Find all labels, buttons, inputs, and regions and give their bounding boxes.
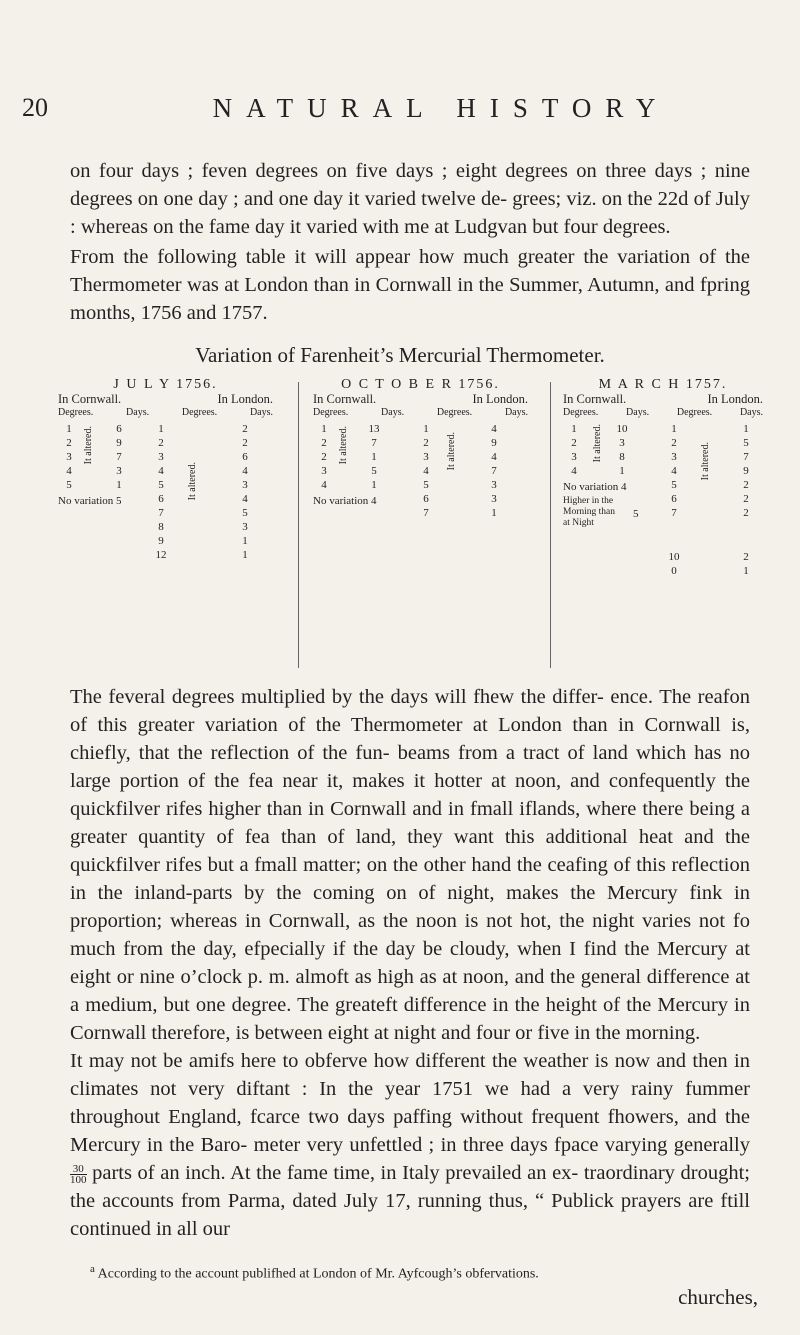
cell: 1 (242, 549, 248, 561)
cell: 1 (671, 423, 677, 435)
july-col-degrees-2: Degrees. (181, 407, 218, 418)
cell: 4 (66, 465, 72, 477)
cell: 3 (571, 451, 577, 463)
cell: 1 (158, 423, 164, 435)
cell: 3 (116, 465, 122, 477)
july-london-days (234, 422, 256, 562)
march-cornwall-note: No variation 4 (563, 481, 627, 493)
table-title: Variation of Farenheit’s Mercurial Thermometer. (195, 343, 605, 367)
october-london-degrees (415, 422, 437, 520)
cell: 4 (242, 493, 248, 505)
october-cornwall-days (363, 422, 385, 492)
cell: 7 (743, 451, 749, 463)
cell: 4 (571, 465, 577, 477)
july-cornwall-note: No variation 5 (58, 495, 122, 507)
cell: 5 (371, 465, 377, 477)
cell: 7 (671, 507, 677, 519)
cell: 10 (616, 423, 628, 435)
october-col-days-2: Days. (504, 407, 528, 418)
table-july (58, 378, 273, 648)
paragraph-4-text: It may not be amifs here to obferve how different the weather is now and then in climates not very diftant : In the year 1751 we had a very rainy fummer throughout England, fcarce two days paffing without frequent fhowers, and the Mercury in the Baro- meter very unfettled ; in three days fpace varying generally (70, 1050, 750, 1156)
paragraph-3-text: The feveral degrees multiplied by the days will fhew the differ- ence. The reafon of this greater variation of the Thermometer at London than in Cornwall is, chiefly, that the reflection of the fun- beams from a tract of land which has no large portion of the fea near it, makes it hotter at noon, and confequently the quickfilver rifes higher than in Cornwall and in fmall iflands, where there being a greater quantity of fea than of land, they want this additional heat and the quickfilver rifes but a fmall matter; on the other hand the ceafing of this reflection in the inland-parts by the coming on of night, makes the Mercury fink in proportion; whereas in Cornwall, as the noon is not hot, the night varies not fo much from the day, efpecially if the day be cloudy, when I find the Mercury at eight or nine o’clock p. m. almoft as high as at noon, and the general difference at a medium, but one degree. The greateft difference in the height of the Mercury in Cornwall therefore, is between eight at night and four or five in the morning. (70, 686, 750, 1044)
footnote-mark: a (90, 1263, 95, 1275)
table-divider (298, 382, 299, 668)
cell: 2 (242, 423, 248, 435)
running-title: NATURAL HISTORY (212, 93, 670, 123)
cell: 6 (242, 451, 248, 463)
march-cornwall-days (611, 422, 633, 478)
march-sub-london: In London. (707, 392, 763, 406)
cell: 9 (743, 465, 749, 477)
july-london-degrees (150, 422, 172, 562)
cell: 7 (491, 465, 497, 477)
cell: 6 (423, 493, 429, 505)
cell: 8 (158, 521, 164, 533)
cell: 2 (743, 493, 749, 505)
october-cornwall-altered: It altered. (338, 426, 349, 465)
march-london-altered: It altered. (700, 442, 711, 481)
march-note-line-3: at Night (563, 518, 594, 528)
october-london-altered: It altered. (446, 432, 457, 471)
cell: 2 (423, 437, 429, 449)
july-cornwall-days (108, 422, 130, 492)
cell: 1 (66, 423, 72, 435)
march-cornwall-degrees (563, 422, 585, 478)
july-sub-cornwall: In Cornwall. (58, 392, 122, 406)
table-october-title: O C T O B E R 1756. (341, 377, 500, 392)
cell: 1 (116, 479, 122, 491)
march-col-degrees: Degrees. (563, 407, 599, 418)
table-july-title: J U L Y 1756. (113, 377, 218, 392)
october-col-degrees: Degrees. (313, 407, 349, 418)
paragraph-3 (70, 683, 750, 1243)
cell: 3 (423, 451, 429, 463)
cell: 4 (491, 451, 497, 463)
footnote-text: According to the account publifhed at London of Mr. Ayfcough’s obfervations. (97, 1266, 539, 1282)
july-col-days: Days. (126, 407, 150, 418)
cell: 3 (321, 465, 327, 477)
paragraph-4b-text: parts of an inch. At the fame time, in Italy prevailed an ex- traordinary drought; the accounts from Parma, dated July 17, running thus, “ Publick prayers are ftill continued in all our (70, 1162, 750, 1240)
page-number: 20 (22, 93, 48, 122)
march-london-days (735, 422, 757, 578)
cell: 6 (116, 423, 122, 435)
cell: 1 (321, 423, 327, 435)
cell: 7 (423, 507, 429, 519)
cell: 7 (116, 451, 122, 463)
cell: 5 (423, 479, 429, 491)
october-col-degrees-2: Degrees. (436, 407, 473, 418)
cell: 4 (242, 465, 248, 477)
cell: 6 (158, 493, 164, 505)
cell: 9 (491, 437, 497, 449)
fraction (70, 1164, 87, 1185)
cell: 4 (423, 465, 429, 477)
cell: 3 (66, 451, 72, 463)
footnote (90, 1263, 750, 1283)
cell: 5 (158, 479, 164, 491)
cell: 2 (321, 451, 327, 463)
july-cornwall-degrees (58, 422, 80, 492)
cell: 10 (668, 551, 680, 563)
october-sub-london: In London. (472, 392, 528, 406)
march-london-degrees (663, 422, 685, 578)
fraction-numerator: 30 (70, 1164, 87, 1175)
march-note-line-2: Morning than (563, 507, 615, 517)
page-header (22, 93, 770, 133)
cell: 2 (743, 507, 749, 519)
cell: 7 (158, 507, 164, 519)
cell: 2 (321, 437, 327, 449)
cell: 9 (158, 535, 164, 547)
cell: 3 (491, 493, 497, 505)
october-cornwall-note: No variation 4 (313, 495, 377, 507)
cell: 2 (743, 479, 749, 491)
table-october (313, 378, 528, 648)
march-cornwall-note2-days: 5 (633, 508, 639, 520)
cell: 1 (242, 535, 248, 547)
cell: 8 (619, 451, 625, 463)
cell: 4 (491, 423, 497, 435)
march-note-line-1: Higher in the (563, 496, 614, 506)
cell: 1 (571, 423, 577, 435)
cell: 2 (66, 437, 72, 449)
catchword: churches, (678, 1285, 758, 1309)
cell: 3 (242, 521, 248, 533)
cell: 3 (491, 479, 497, 491)
cell: 3 (671, 451, 677, 463)
march-cornwall-altered: It altered. (592, 424, 603, 463)
july-col-days-2: Days. (249, 407, 273, 418)
july-sub-london: In London. (217, 392, 273, 406)
october-london-days (483, 422, 505, 520)
march-col-degrees-2: Degrees. (676, 407, 713, 418)
cell: 2 (571, 437, 577, 449)
spacer (663, 520, 685, 550)
paragraph-1: on four days ; feven degrees on five days ; eight degrees on three days ; nine degrees on one day ; and one day it varied twelve de- grees; viz. on the 22d of July : whereas on the fame day it varied with me at Ludgvan but four degrees. (70, 160, 750, 238)
spacer (735, 520, 757, 550)
cell: 1 (423, 423, 429, 435)
march-col-days: Days. (626, 407, 650, 418)
cell: 9 (116, 437, 122, 449)
october-cornwall-degrees (313, 422, 335, 492)
cell: 1 (371, 479, 377, 491)
table-divider (550, 382, 551, 668)
cell: 0 (671, 565, 677, 577)
cell: 5 (743, 437, 749, 449)
cell: 1 (491, 507, 497, 519)
march-sub-cornwall: In Cornwall. (563, 392, 627, 406)
march-cornwall-note2 (563, 496, 615, 529)
cell: 4 (671, 465, 677, 477)
cell: 7 (371, 437, 377, 449)
cell: 2 (242, 437, 248, 449)
cell: 5 (671, 479, 677, 491)
july-cornwall-altered: It altered. (83, 426, 94, 465)
cell: 1 (743, 423, 749, 435)
cell: 6 (671, 493, 677, 505)
october-sub-cornwall: In Cornwall. (313, 392, 377, 406)
cell: 2 (158, 437, 164, 449)
cell: 2 (671, 437, 677, 449)
cell: 5 (66, 479, 72, 491)
cell: 2 (743, 551, 749, 563)
paragraph-2: From the following table it will appear how much greater the variation of the Thermometer was at London than in Cornwall in the Summer, Autumn, and fpring months, 1756 and 1757. (70, 246, 750, 324)
cell: 4 (158, 465, 164, 477)
cell: 3 (242, 479, 248, 491)
october-col-days: Days. (381, 407, 405, 418)
july-london-altered: It altered. (187, 462, 198, 501)
cell: 3 (619, 437, 625, 449)
cell: 1 (743, 565, 749, 577)
fraction-denominator: 100 (70, 1173, 87, 1186)
cell: 12 (155, 549, 167, 561)
cell: 4 (321, 479, 327, 491)
table-march (563, 378, 763, 648)
march-col-days-2: Days. (739, 407, 763, 418)
table-march-title: M A R C H 1757. (598, 377, 728, 392)
cell: 5 (242, 507, 248, 519)
cell: 13 (368, 423, 380, 435)
july-col-degrees: Degrees. (58, 407, 94, 418)
cell: 1 (619, 465, 625, 477)
cell: 1 (371, 451, 377, 463)
cell: 3 (158, 451, 164, 463)
